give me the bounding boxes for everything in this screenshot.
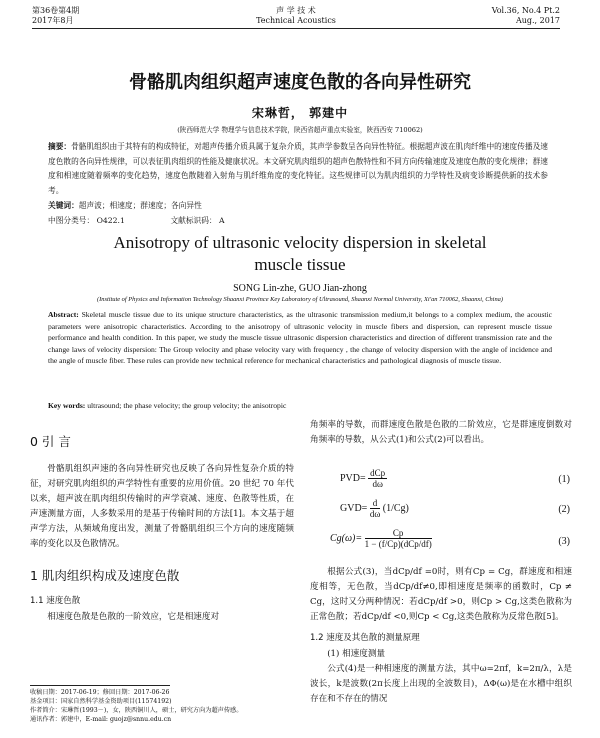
doc-code: 文献标识码： A: [170, 216, 225, 225]
right-paragraph-1: 角频率的导数，而群速度色散是色散的二阶效应，它是群速度倒数对角频率的导数，从公式(1)和公式(2)可以看出。: [310, 420, 572, 445]
eq2-numerator: d: [370, 498, 380, 509]
en-title-line1: Anisotropy of ultrasonic velocity dispersion in skeletal: [113, 233, 487, 252]
en-abstract-label: Abstract:: [48, 310, 79, 319]
footnote: [30, 688, 294, 724]
header-date-en: Aug., 2017: [515, 16, 560, 25]
eq1-lhs: PVD=: [340, 472, 366, 484]
eq3-denominator: 1 − (f/Cp)(dCp/df): [364, 539, 432, 549]
cn-keywords: [48, 200, 202, 211]
cn-title: 骨骼肌肉组织超声速度色散的各向异性研究: [129, 72, 471, 93]
eq1-number: (1): [558, 474, 570, 485]
cn-affiliation: (陕西师范大学 物理学与信息技术学院，陕西省超声重点实验室，陕西西安 710062): [177, 126, 423, 134]
cn-keywords-text: 超声波；相速度；群速度；各向异性: [78, 201, 202, 210]
en-keywords-text: ultrasound; the phase velocity; the group velocity; the anisotropic: [87, 401, 287, 410]
footnote-received: 收稿日期：2017-06-19；修回日期：2017-06-26: [30, 689, 170, 696]
eq1-fraction: [368, 468, 387, 489]
section-1-1-paragraph: 相速度色散是色散的一阶效应，它是相速度对: [47, 612, 220, 622]
eq3-numerator: Cp: [365, 528, 432, 539]
running-header: [32, 6, 560, 34]
header-volume-en: Vol.36, No.4 Pt.2: [491, 6, 560, 15]
eq3-number: (3): [558, 536, 570, 547]
en-title-line2: muscle tissue: [254, 255, 346, 274]
en-keywords-label: Key words:: [48, 401, 86, 410]
section-0-paragraph: 骨骼肌组织声速的各向异性研究也反映了各向异性复杂介质的特征，对研究肌肉组织的声学特性有重要的应用价值。20 世纪 70 年代以来，超声波在肌肉组织传输时的声学衰减、速度、色散等性质，在声速测量方面，人多数采用的是基于传输时间的方法[1]。本文基于超声学方法，从频域角度出发，测量了骨骼肌组织三个方向的速度随频率的变化以及色散情况。: [30, 464, 294, 549]
right-lower-block: [310, 565, 572, 707]
equation-3: [330, 528, 432, 549]
section-1-2-heading: 1.2 速度及其色散的测量原理: [310, 633, 420, 643]
header-volume-cn: 第36卷第4期: [32, 6, 80, 15]
footnote-author: 作者简介：宋琳哲(1993－)，女，陕西铜川人，硕士，研究方向为超声传感。: [30, 707, 243, 714]
left-column: [30, 418, 294, 625]
cn-abstract-text: 骨骼肌组织由于其特有的构成特征，对超声传播介质具属于复杂介质，其声学参数呈各向异性特征。根据超声波在肌肉纤维中的速度传播及速度色散的各向异性规律，可以表征肌肉组织的性能及健康状况。本文研究肌肉组织的超声色散特性和不同方向传输速度及速度色散的变化规律；群速度和相速度随着频率的变化趋势，速度色散随着入射角与肌纤维角度的变化特征。这些规律可以为肌肉组织的力学特性及病变诊断提供新的技术参考。: [48, 142, 548, 195]
en-abstract: [48, 309, 552, 367]
header-journal-en: Technical Acoustics: [256, 16, 336, 25]
en-abstract-text: Skeletal muscle tissue due to its unique structure characteristics, as the ultrasonic transmission medium,it belongs to a complex medium, the acoustic parameters were anisotropic characteristics. According to the anisotropy of ultrasonic velocity in muscle fibers and dispersion, can represent muscle tissue performance and health condition. In this paper, we study the muscle tissue ultrasonic dispersion characteristics and direction of different transmission rate and the change laws of velocity dispersion: The Group velocity and phase velocity vary with frequency , the change of velocity dispersion with the angle of incidence and the angle of muscle fiber. These rules can provide new technical reference for mechanical characteristics and pathological diagnosis of muscle tissue.: [48, 310, 552, 365]
section-1-1-heading: 1.1 速度色散: [30, 596, 81, 606]
eq3-lhs: Cg(ω)=: [330, 532, 363, 544]
footnote-rule: [30, 685, 170, 686]
en-affiliation: (Institute of Physics and Information Technology Shaanxi Province Key Laboratory of Ultrasound, Shaanxi Normal University, Xi'an 710062, Shaanxi, China): [97, 296, 503, 303]
cn-classification: [48, 215, 225, 226]
eq1-denominator: dω: [372, 479, 383, 489]
eq2-lhs: GVD=: [340, 502, 368, 514]
right-paragraph-3: 公式(4)是一种相速度的测量方法，其中ω=2πf，k=2π/λ，λ是波长，k是波数(2π长度上出现的全波数目)，ΔΦ(ω)是在水槽中组织存在和不存在的情况: [310, 664, 572, 704]
en-title: [40, 232, 560, 276]
footnote-fund: 基金项目：国家自然科学基金资助项目(11574192): [30, 698, 172, 705]
header-center: [32, 6, 560, 26]
section-1-heading: 1 肌肉组织构成及速度色散: [30, 568, 180, 583]
eq2-inner: (1/Cg): [382, 502, 409, 514]
header-right: [492, 6, 560, 26]
eq2-number: (2): [558, 504, 570, 515]
eq3-fraction: [365, 528, 432, 549]
cn-abstract: [48, 140, 548, 198]
header-date-cn: 2017年8月: [32, 16, 74, 25]
en-keywords: [48, 401, 552, 410]
cn-authors: 宋琳哲， 郭建中: [251, 106, 349, 120]
footnote-contact: 通讯作者：郭建中，E-mail: guojz@snnu.edu.cn: [30, 716, 172, 723]
right-paragraph-2: 根据公式(3)，当dCp/df =0时，则有Cp = Cg，群速度和相速度相等，无色散，当dCp/df≠0,即相速度是频率的函数时，Cp ≠ Cg，这时又分两种情况：若dCp/df >0，则Cp > Cg,这类色散称为正常色散；若dCp/df <0,则Cp < Cg,这类色散称为反常色散[5]。: [310, 567, 572, 622]
header-journal-cn: 声 学 技 术: [276, 6, 316, 15]
equation-1: [340, 468, 387, 489]
eq1-numerator: dCp: [370, 468, 386, 478]
right-column: [310, 418, 572, 448]
equation-2: [340, 498, 409, 519]
eq2-denominator: dω: [369, 509, 381, 519]
header-rule: [32, 28, 560, 29]
cn-abstract-label: 摘要：: [48, 142, 72, 151]
section-0-heading: 0 引 言: [30, 434, 71, 449]
section-1-2-1-heading: (1) 相速度测量: [327, 649, 386, 659]
en-authors: SONG Lin-zhe, GUO Jian-zhong: [233, 283, 367, 294]
cn-keywords-label: 关键词：: [48, 201, 79, 210]
eq2-fraction: [370, 498, 380, 519]
clc-number: 中图分类号： O422.1: [48, 216, 125, 225]
